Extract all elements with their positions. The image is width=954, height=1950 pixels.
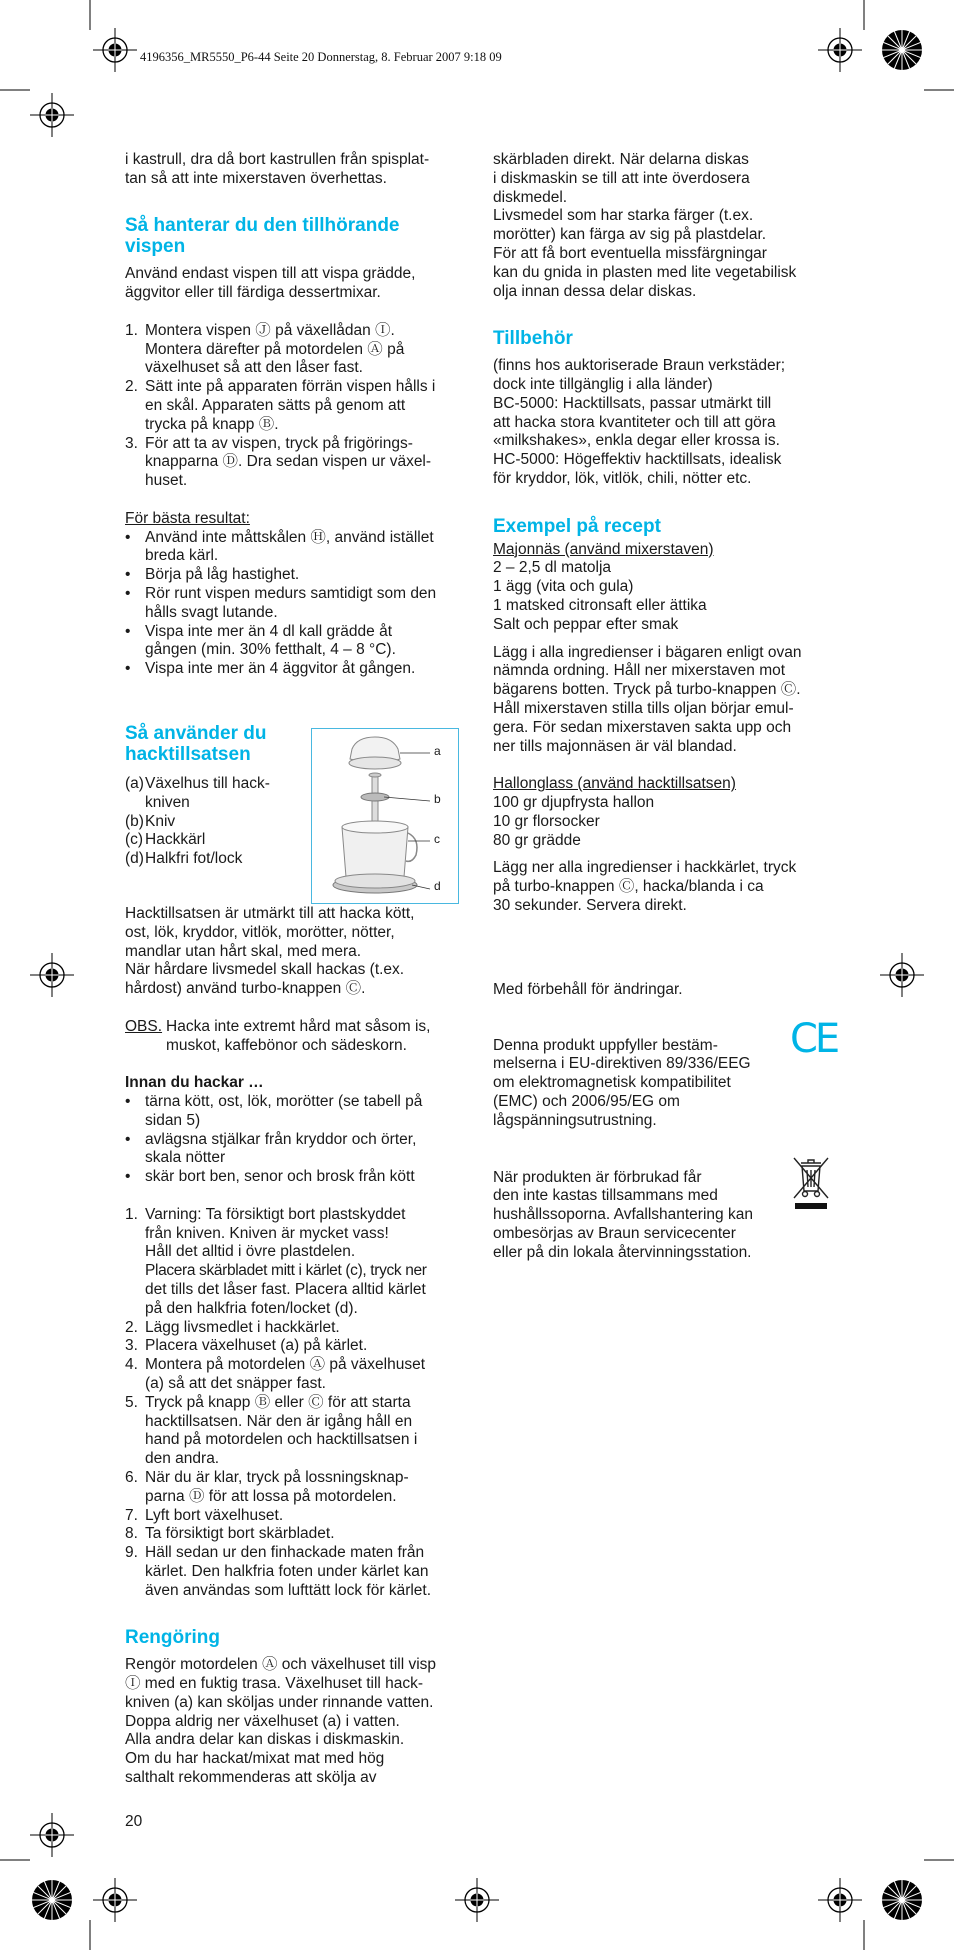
recipes-heading: Exempel på recept [493,515,661,537]
list-item: 4. Montera på motordelen Ⓐ på växelhuset (a) så att det snäpper fast. [125,1356,426,1392]
ice-method: Lägg ner alla ingredienser i hackkärlet, tryck på turbo-knappen Ⓒ, hacka/blanda i ca 30 sekunder. Servera direkt. [493,859,797,914]
figure-label-d: d [434,879,441,893]
chopper-steps [125,1206,470,1601]
right-column [493,151,838,916]
list-item: • skär bort ben, senor och brosk från kött [125,1168,415,1186]
tips-title: För bästa resultat: [125,509,250,527]
list-item: (a) Växelhus till hack- kniven [125,775,270,811]
mayo-ingredients: 2 – 2,5 dl matolja 1 ägg (vita och gula) 1 matsked citronsaft eller ättika Salt och peppar efter smak [493,559,707,633]
list-item: 7. Lyft bort växelhuset. [125,1506,284,1524]
obs-note: OBS. Hacka inte extremt hård mat såsom is, muskot, kaffebönor och sädeskorn. [125,1017,431,1054]
figure-label-c: c [434,832,440,846]
reservation-note: Med förbehåll för ändringar. [493,980,683,998]
print-header: 4196356_MR5550_P6-44 Seite 20 Donnerstag, 8. Februar 2007 9:18 09 [140,50,502,64]
whisk-description: Använd endast vispen till att vispa grädde, äggvitor eller till färdiga dessertmixar. [125,265,416,302]
accessories-text: (finns hos auktoriserade Braun verkstäder; dock inte tillgänglig i alla länder) BC-5000: Hacktillsats, passar utmärkt till att hacka stora kvantiteter och till att göra «milkshakes», enkla degar eller krossa is. HC-5000: Högeffektiv hacktillsats, idealisk för kryddor, lök, vitlök, chili, nötter etc. [493,357,786,487]
figure-label-a: a [434,744,441,758]
list-item: 1. Montera vispen Ⓙ på växellådan Ⓘ. Montera därefter på motordelen Ⓐ på växelhuset så att den låser fast. [125,321,405,377]
list-item: 1. Varning: Ta försiktigt bort plastskyddet från kniven. Kniven är mycket vass! Håll det alltid i övre plastdelen. Placera skärbladet mitt i kärlet (c), tryck ner det tills det låser fast. Placera alltid kärlet på den halkfria foten/locket (d). [125,1205,427,1317]
whisk-heading: Så hanterar du den tillhörande vispen [125,215,400,258]
chopper-description: Hacktillsatsen är utmärkt till att hacka kött, ost, lök, kryddor, vitlök, morötter, nötter, mandlar utan hårt skal, med mera. När hårdare livsmedel skall hackas (t.ex. hårdost) använd turbo-knappen Ⓒ. [125,905,415,998]
before-list [125,1093,470,1187]
before-title: Innan du hackar … [125,1074,264,1092]
list-item: • tärna kött, ost, lök, morötter (se tabell på sidan 5) [125,1092,423,1129]
cleaning-text: Rengör motordelen Ⓐ och växelhuset till visp Ⓘ med en fuktig trasa. Växelhuset till hack- kniven (a) kan sköljas under rinnande vatten. Doppa aldrig ner växelhuset (a) i vatten. Alla andra delar kan diskas i diskmaskin. Om du har hackat/mixat mat med hög salthalt rekommenderas att skölja av [125,1656,437,1787]
chopper-heading: Så använder du hacktillsatsen [125,723,267,765]
list-item: • avlägsna stjälkar från kryddor och örter, skala nötter [125,1130,417,1167]
list-item: • Rör runt vispen medurs samtidigt som den hålls svagt lutande. [125,584,437,621]
ice-title: Hallonglass (använd hacktillsatsen) [493,775,736,793]
list-item: 8. Ta försiktigt bort skärbladet. [125,1525,335,1543]
list-item: • Använd inte måttskålen Ⓗ, använd istället breda kärl. [125,528,434,565]
weee-text: När produkten är förbrukad får den inte kastas tillsammans med hushållssoporna. Avfallshantering kan ombesörjas av Braun servicecenter eller på din lokala återvinningsstation. [493,1168,753,1261]
intro-text: i kastrull, dra då bort kastrullen från spisplat- tan så att inte mixerstaven överhettas. [125,151,430,187]
tips-list [125,529,465,679]
list-item: (d) Halkfri fot/lock [125,850,243,868]
list-item: 9. Häll sedan ur den finhackade maten från kärlet. Den halkfria foten under kärlet kan även användas som lufttätt lock för kärlet. [125,1544,432,1599]
chopper-body [125,905,470,1788]
list-item: 6. När du är klar, tryck på lossningsknap- parna Ⓓ för att lossa på motordelen. [125,1468,409,1505]
list-item: (c) Hackkärl [125,831,206,849]
mayo-title: Majonnäs (använd mixerstaven) [493,540,714,558]
left-column [125,151,465,679]
list-item: • Vispa inte mer än 4 dl kall grädde åt gången (min. 30% fetthalt, 4 – 8 °C). [125,622,396,659]
list-item: 2. Sätt inte på apparaten förrän vispen hålls i en skål. Apparaten sätts på genom att trycka på knapp Ⓑ. [125,378,436,433]
cleaning-heading: Rengöring [125,1627,220,1649]
ce-mark-icon: CE [790,1016,838,1062]
ce-text: Denna produkt uppfyller bestäm- melserna i EU-direktiven 89/336/EEG om elektromagnetisk kompatibilitet (EMC) och 2006/95/EG om lågspänningsutrustning. [493,1036,751,1129]
list-item: 5. Tryck på knapp Ⓑ eller Ⓒ för att starta hacktillsatsen. När den är igång håll en hand på motordelen och hacktillsatsen i den andra. [125,1393,418,1468]
ice-ingredients: 100 gr djupfrysta hallon 10 gr florsocker 80 gr grädde [493,793,655,849]
page-number: 20 [125,1813,143,1830]
chopper-figure [311,728,459,904]
cleaning-continued: skärbladen direkt. När delarna diskas i diskmaskin se till att inte överdosera diskmedel. Livsmedel som har starka färger (t.ex. morötter) kan färga av sig på plastdelar. För att få bort eventuella missfärgningar kan du gnida in plasten med lite vegetabilisk olja innan dessa delar diskas. [493,151,797,300]
list-item: • Vispa inte mer än 4 äggvitor åt gången. [125,660,416,678]
figure-label-b: b [434,792,441,806]
list-item: 3. Placera växelhuset (a) på kärlet. [125,1337,368,1355]
mayo-method: Lägg i alla ingredienser i bägaren enligt ovan nämnda ordning. Håll ner mixerstaven mot bägarens botten. Tryck på turbo-knappen Ⓒ. Håll mixerstaven stilla tills oljan börjar emul- gera. För sedan mixerstaven sakta upp och ner tills majonnäsen är väl blandad. [493,643,802,755]
list-item: 2. Lägg livsmedlet i hackkärlet. [125,1318,340,1336]
list-item: • Börja på låg hastighet. [125,566,300,584]
whisk-steps [125,322,465,491]
crossed-bin-icon [791,1155,831,1211]
list-item: 3. För att ta av vispen, tryck på frigörings- knapparna Ⓓ. Dra sedan vispen ur växel- huset. [125,434,432,490]
list-item: (b) Kniv [125,812,176,830]
chopper-parts [125,775,295,869]
accessories-heading: Tillbehör [493,328,573,350]
